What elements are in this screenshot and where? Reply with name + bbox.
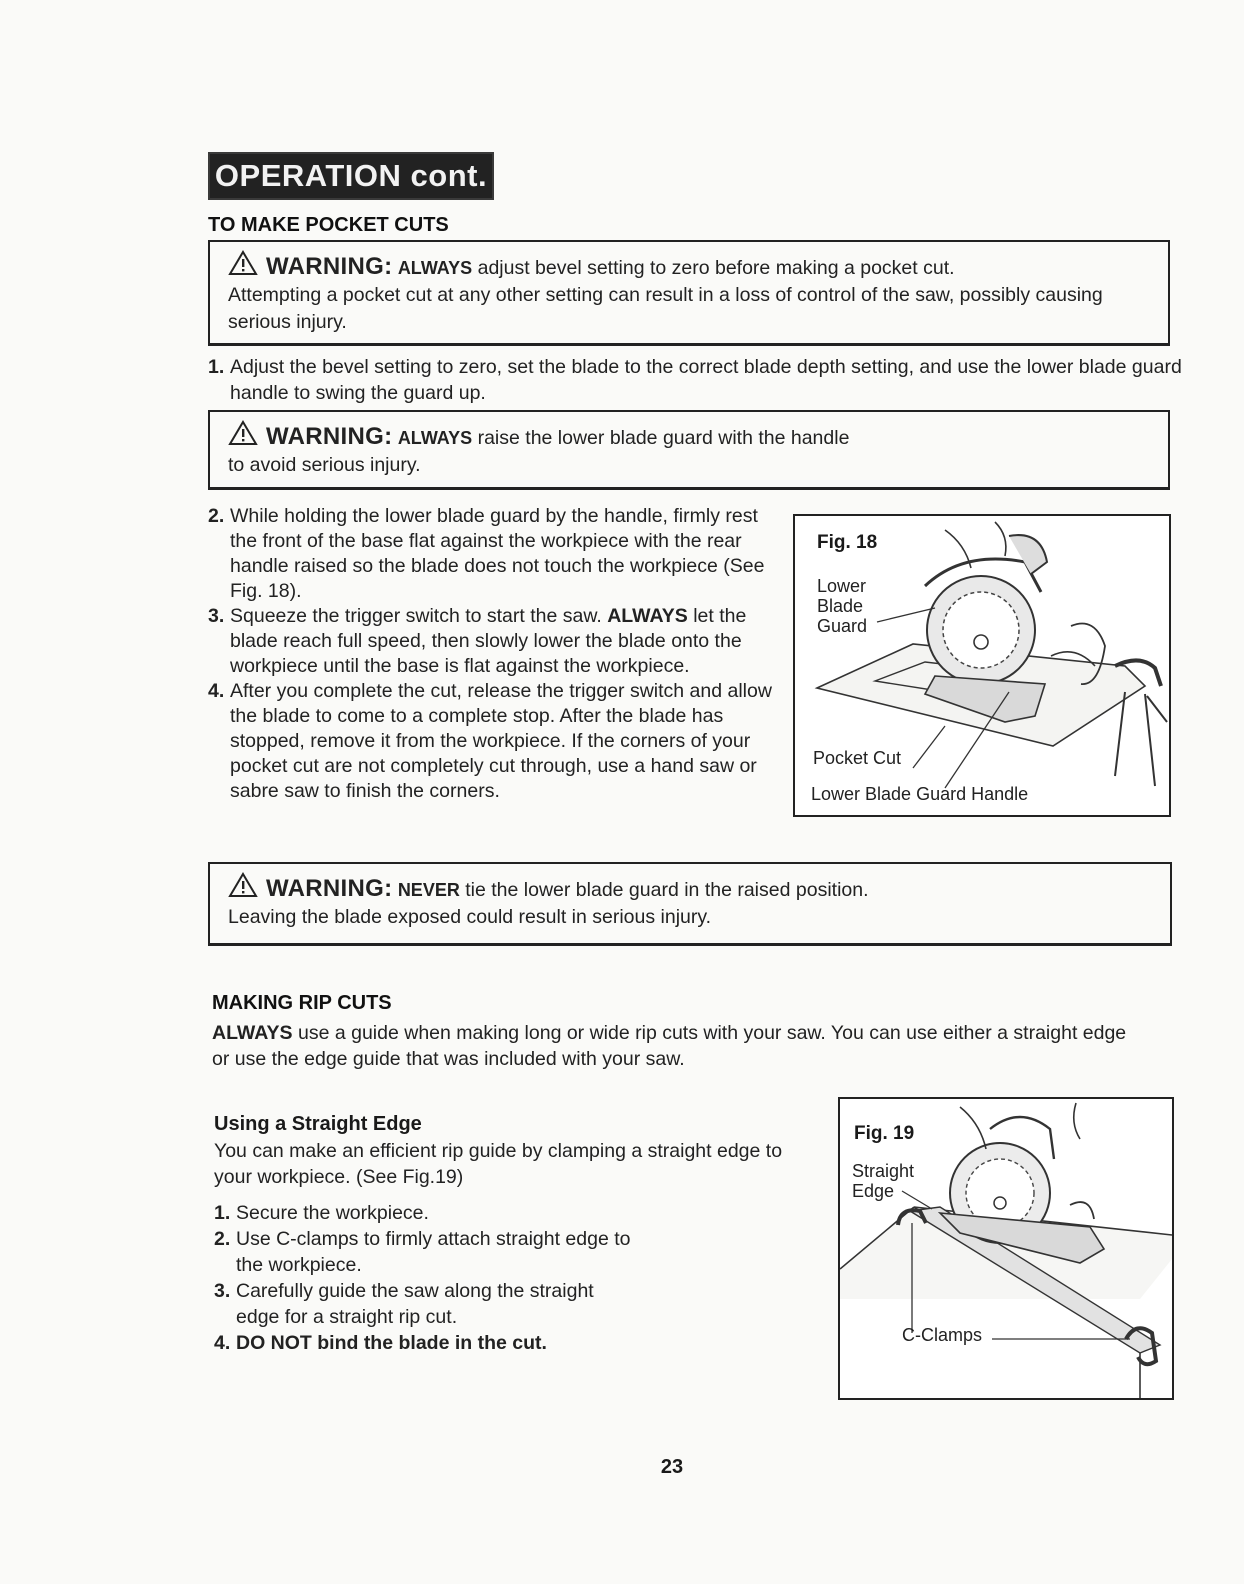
step-number: 4. — [214, 1332, 231, 1354]
step-text: Use C-clamps to firmly attach straight edge to the workpiece. — [236, 1228, 631, 1276]
step-text: After you complete the cut, release the trigger switch and allow the blade to come to a complete stop. After the blade has stopped, remove it from the workpiece. If the corners of your pocket cut are not completely cut through, use a hand saw or sabre saw to finish the corners. — [230, 680, 772, 802]
warning-box-never-tie — [208, 862, 1172, 946]
warning-box-raise-guard — [208, 410, 1170, 490]
figure-18 — [793, 514, 1171, 817]
rip-step-1 — [214, 1200, 634, 1226]
straight-edge-intro: You can make an efficient rip guide by clamping a straight edge to your workpiece. (See Fig.19) — [214, 1140, 783, 1188]
rip-step-4 — [214, 1330, 634, 1356]
label-lower-blade-guard — [817, 576, 867, 636]
warning-triangle-icon — [228, 420, 258, 446]
rip-cuts-heading: MAKING RIP CUTS — [212, 992, 392, 1014]
rip-step-3 — [214, 1278, 634, 1330]
step-number: 2. — [214, 1228, 231, 1250]
label-line: Straight — [852, 1161, 915, 1181]
warning-lead: raise the lower blade guard with the handle — [477, 427, 850, 449]
warning-text: to avoid serious injury. — [228, 454, 421, 476]
pocket-step-1 — [208, 354, 1192, 406]
warning-keyword: NEVER — [397, 880, 460, 900]
straight-edge-steps — [214, 1200, 634, 1356]
label-lower-blade-guard-handle: Lower Blade Guard Handle — [811, 784, 1029, 804]
warning-title: WARNING: — [266, 875, 393, 902]
warning-title: WARNING: — [266, 253, 393, 280]
warning-lead: tie the lower blade guard in the raised position. — [465, 879, 869, 901]
warning-keyword: ALWAYS — [397, 428, 473, 448]
step-number: 4. — [208, 680, 225, 702]
intro-text: use a guide when making long or wide rip cuts with your saw. You can use either a straight edge or use the edge guide that was included with your saw. — [212, 1022, 1127, 1070]
warning-triangle-icon — [228, 872, 258, 898]
figure-19-title: Fig. 19 — [854, 1123, 915, 1144]
label-line: Lower — [817, 576, 867, 596]
step-number: 2. — [208, 505, 225, 527]
warning-lead: adjust bevel setting to zero before making a pocket cut. — [477, 257, 955, 279]
step-number: 1. — [208, 356, 225, 378]
step-text: DO NOT bind the blade in the cut. — [236, 1332, 547, 1354]
figure-18-title: Fig. 18 — [817, 532, 878, 553]
warning-text: Attempting a pocket cut at any other setting can result in a loss of control of the saw, possibly causing serious injury. — [228, 284, 1103, 333]
page-number: 23 — [660, 1456, 684, 1478]
warning-box-bevel — [208, 240, 1170, 346]
label-line: Guard — [817, 616, 868, 636]
label-pocket-cut: Pocket Cut — [813, 748, 902, 768]
pocket-step-3 — [208, 604, 776, 679]
section-banner: OPERATION cont. — [208, 152, 494, 200]
intro-keyword: ALWAYS — [212, 1022, 293, 1044]
warning-triangle-icon — [228, 250, 258, 276]
warning-text: Leaving the blade exposed could result in serious injury. — [228, 906, 712, 928]
label-line: Blade — [817, 596, 864, 616]
rip-step-2 — [214, 1226, 634, 1278]
step-text: Carefully guide the saw along the straight edge for a straight rip cut. — [236, 1280, 594, 1328]
step-text-continued: let the blade reach full speed, then slowly lower the blade onto the workpiece until the base is flat against the workpiece. — [230, 605, 747, 677]
rip-cuts-intro — [212, 1020, 1142, 1072]
figure-19 — [838, 1097, 1174, 1400]
step-text: Adjust the bevel setting to zero, set the blade to the correct blade depth setting, and use the lower blade guard handle to swing the guard up. — [230, 356, 1182, 404]
figure-18-illustration — [795, 516, 1169, 815]
warning-keyword: ALWAYS — [397, 258, 473, 278]
step-number: 3. — [208, 605, 225, 627]
label-c-clamps: C-Clamps — [902, 1325, 983, 1345]
straight-edge-heading: Using a Straight Edge — [214, 1113, 422, 1135]
pocket-cuts-heading: TO MAKE POCKET CUTS — [208, 214, 449, 236]
warning-title: WARNING: — [266, 423, 393, 450]
step-number: 1. — [214, 1202, 231, 1224]
pocket-steps-list — [208, 504, 776, 804]
label-straight-edge — [852, 1161, 914, 1201]
step-text: While holding the lower blade guard by the handle, firmly rest the front of the base flat against the workpiece with the rear handle raised so the blade does not touch the workpiece (See Fig. 18). — [230, 505, 765, 602]
step-number: 3. — [214, 1280, 231, 1302]
step-keyword: ALWAYS — [607, 605, 688, 627]
step-text: Squeeze the trigger switch to start the saw. — [230, 605, 602, 627]
label-line: Edge — [852, 1181, 895, 1201]
pocket-step-2 — [208, 504, 776, 604]
pocket-step-4 — [208, 679, 776, 804]
step-text: Secure the workpiece. — [236, 1202, 429, 1224]
